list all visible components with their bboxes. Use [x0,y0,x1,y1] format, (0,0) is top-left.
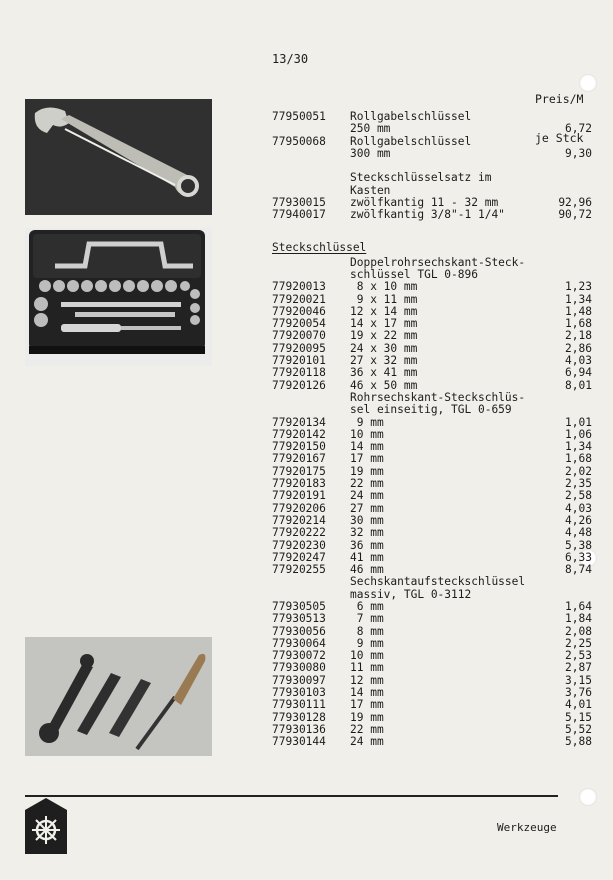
item-price: 2,58 [565,489,592,503]
item-description: 19 x 22 mm [350,329,418,343]
price-list-row [272,367,592,379]
article-number: 77920247 [272,550,326,564]
article-number: 77930056 [272,624,326,638]
item-description: Rollgabelschlüssel [350,110,472,123]
item-description: 24 mm [350,489,384,503]
item-description: 7 mm [350,612,384,626]
article-number: 77930103 [272,686,326,700]
item-price: 1,68 [565,452,592,466]
item-price: 5,15 [565,710,592,724]
item-description: sel einseitig, TGL 0-659 [350,403,512,417]
item-description: 32 mm [350,526,384,540]
item-description: 14 x 17 mm [350,317,418,331]
article-number: 77920070 [272,329,326,343]
item-price: 8,01 [565,378,592,392]
article-number: 77920118 [272,366,326,380]
item-price: 2,18 [565,329,592,343]
article-number: 77920255 [272,563,326,577]
item-price: 4,01 [565,698,592,712]
price-list-row [272,136,592,148]
item-description: 22 mm [350,722,384,736]
price-list-row [272,111,592,123]
article-number: 77920150 [272,440,326,454]
article-number: 77920167 [272,452,326,466]
item-price: 6,94 [565,366,592,380]
item-description: 46 mm [350,563,384,577]
article-number: 77920054 [272,317,326,331]
item-price: 1,23 [565,280,592,294]
article-number: 77920191 [272,489,326,503]
article-number: 77930080 [272,661,326,675]
article-number: 77940017 [272,208,326,222]
item-price: 5,88 [565,735,592,749]
item-price: 1,06 [565,427,592,441]
footer-category-label: Werkzeuge [497,821,557,834]
item-description: 10 mm [350,427,384,441]
item-price: 4,03 [565,354,592,368]
item-description: Steckschlüsselsatz im [350,171,492,185]
adjustable-wrench-photo [25,99,212,215]
price-list-row [272,330,592,342]
item-description: 8 mm [350,624,384,638]
item-description: 300 mm [350,146,391,160]
price-list-row [272,699,592,711]
item-description: 30 mm [350,513,384,527]
item-description: 19 mm [350,710,384,724]
section-heading-text: Steckschlüssel [272,240,367,254]
page-number: 13/30 [272,52,309,66]
price-list-row [272,417,592,429]
item-price: 1,68 [565,317,592,331]
item-description: 6 mm [350,599,384,613]
article-number: 77930064 [272,636,326,650]
item-price: 2,02 [565,464,592,478]
item-price: 4,48 [565,526,592,540]
price-list-row [272,453,592,465]
item-price: 1,48 [565,304,592,318]
article-number: 77920206 [272,501,326,515]
item-description: Sechskantaufsteckschlüssel [350,575,526,589]
item-price: 5,38 [565,538,592,552]
item-price: 1,84 [565,612,592,626]
item-description: 14 mm [350,440,384,454]
item-description: 8 x 10 mm [350,280,418,294]
price-list-row [272,404,592,416]
item-price: 3,76 [565,686,592,700]
price-list-row [272,527,592,539]
price-list-row [272,576,592,588]
item-price: 9,30 [565,146,592,160]
price-list-row [272,294,592,306]
article-number: 77920101 [272,354,326,368]
item-price: 1,01 [565,415,592,429]
item-description: 46 x 50 mm [350,378,418,392]
item-price: 90,72 [558,208,592,222]
article-number: 77920222 [272,526,326,540]
price-list-row [272,613,592,625]
item-description: 27 x 32 mm [350,354,418,368]
article-number: 77920095 [272,341,326,355]
item-price: 4,26 [565,513,592,527]
item-description: 19 mm [350,464,384,478]
item-description: 9 x 11 mm [350,292,418,306]
article-number: 77930513 [272,612,326,626]
price-list-row [272,123,592,135]
article-number: 77920134 [272,415,326,429]
article-number: 77930136 [272,722,326,736]
footer-rule [25,795,558,797]
punch-hole [579,788,597,806]
item-description: 41 mm [350,550,384,564]
item-price: 1,34 [565,292,592,306]
article-number: 77930072 [272,649,326,663]
item-description: 9 mm [350,415,384,429]
article-number: 77920126 [272,378,326,392]
article-number: 77930111 [272,698,326,712]
item-price: 2,08 [565,624,592,638]
item-description: 12 x 14 mm [350,304,418,318]
article-number: 77920183 [272,477,326,491]
article-number: 77920046 [272,304,326,318]
item-price: 1,34 [565,440,592,454]
article-number: 77930015 [272,196,326,210]
price-list-row [272,148,592,160]
item-description: 10 mm [350,649,384,663]
article-number: 77920214 [272,513,326,527]
item-price: 5,52 [565,722,592,736]
item-price: 3,15 [565,673,592,687]
article-number: 77920021 [272,292,326,306]
item-description: 12 mm [350,673,384,687]
item-price: 4,03 [565,501,592,515]
ship-wheel-logo [25,798,67,854]
item-description: Rollgabelschlüssel [350,134,472,148]
item-description: 17 mm [350,698,384,712]
item-description: Rohrsechskant-Steckschlüs- [350,390,526,404]
item-price: 2,53 [565,649,592,663]
punch-hole [579,74,597,92]
price-list-main-block [272,257,592,749]
item-price: 6,72 [565,122,592,136]
item-description: 9 mm [350,636,384,650]
item-price: 2,87 [565,661,592,675]
price-list-row [272,172,592,184]
item-price: 8,74 [565,563,592,577]
price-list-row [272,209,592,221]
item-description: 24 x 30 mm [350,341,418,355]
price-list-row [272,281,592,293]
item-description: 36 x 41 mm [350,366,418,380]
item-description: 27 mm [350,501,384,515]
price-list-row [272,490,592,502]
article-number: 77950068 [272,134,326,148]
item-description: zwölfkantig 11 - 32 mm [350,196,499,210]
item-description: zwölfkantig 3/8"-1 1/4" [350,208,505,222]
item-description: 250 mm [350,122,391,136]
socket-set-case-photo [25,228,212,366]
article-number: 77920142 [272,427,326,441]
section-heading-steckschluessel [272,238,592,257]
price-list-top-block [272,111,592,222]
item-price: 1,64 [565,599,592,613]
item-description: massiv, TGL 0-3112 [350,587,472,601]
price-list-row [272,736,592,748]
article-number: 77930097 [272,673,326,687]
article-number: 77920230 [272,538,326,552]
article-number: 77950051 [272,110,326,123]
item-description: Doppelrohrsechskant-Steck- [350,255,526,269]
item-description: 22 mm [350,477,384,491]
article-number: 77930128 [272,710,326,724]
article-number: 77920013 [272,280,326,294]
item-description: 11 mm [350,661,384,675]
item-price: 92,96 [558,196,592,210]
item-price: 2,25 [565,636,592,650]
article-number: 77920175 [272,464,326,478]
item-description: schlüssel TGL 0-896 [350,267,478,281]
item-price: 2,35 [565,477,592,491]
item-price: 6,33 [565,550,592,564]
article-number: 77930505 [272,599,326,613]
price-list-row [272,662,592,674]
socket-wrenches-photo [25,637,212,756]
price-list [272,111,592,749]
price-header-line-1: Preis/M [535,92,584,106]
item-description: Kasten [350,183,391,197]
item-price: 2,86 [565,341,592,355]
price-list-row [272,540,592,552]
item-description: 24 mm [350,735,384,749]
article-number: 77930144 [272,735,326,749]
item-description: 17 mm [350,452,384,466]
item-description: 14 mm [350,686,384,700]
price-header-line-2: je Stck [535,131,584,145]
item-description: 36 mm [350,538,384,552]
